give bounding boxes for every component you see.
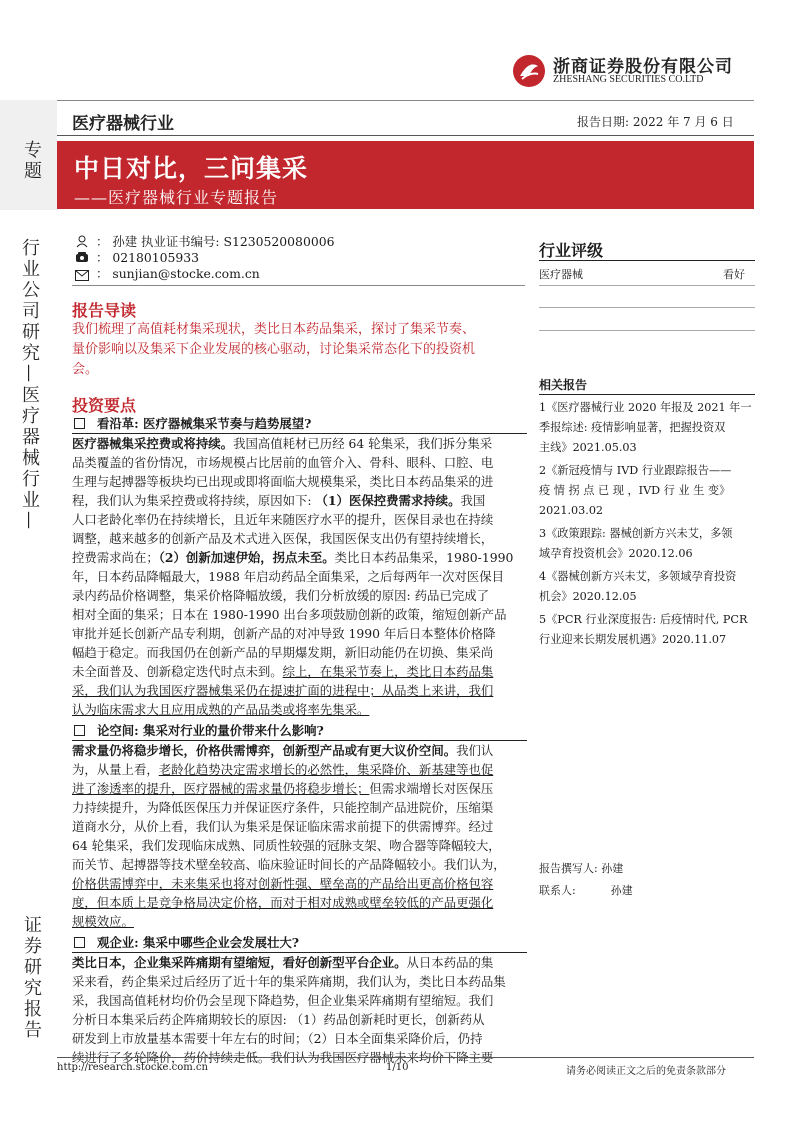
related-report-line: 4《器械创新方兴未艾，多领域孕育投资 [539,570,737,583]
point-line [72,893,527,912]
guide-line: 我们梳理了高值耗材集采现状，类比日本药品集采，探讨了集采节奏、 [72,322,476,337]
point-text: 录内药品价格调整，集采价格降幅放缓，我们分析放缓的原因: 药品已完成了 [72,588,490,603]
point-line [72,567,527,586]
point-line [72,855,527,874]
point-text: 但需求端增长对医保压 [369,781,494,796]
related-report-line: 季报综述: 疫情影响显著，把握投资双 [539,421,726,434]
report-subtitle: ——医疗器械行业专题报告 [74,188,279,207]
point-text: 而关节、起搏器等技术壁垒较高、临床验证时间长的产品降幅较小。我们认为， [72,857,506,872]
related-report-item[interactable] [539,610,755,650]
rating-rule-2 [539,285,755,286]
analyst-name: ： 孙建 执业证书编号: S1230520080006 [96,234,335,249]
related-report-line: 3《政策跟踪: 器械创新方兴未艾，多领 [539,527,733,540]
guide-heading: 报告导读 [72,301,137,320]
title-banner [57,141,754,209]
logo-mark-icon [512,54,546,88]
point-text: 从日本药品的集 [406,955,494,970]
point-text: 64 轮集采，我们发现临床成熟、同质性较强的冠脉支架、吻合器等降幅较大， [72,838,501,853]
point-text: 品类覆盖的省份情况，市场规模占比居前的血管介入、骨科、眼科、口腔、电 [72,455,494,470]
checkbox-icon [74,937,85,948]
point-line [72,605,527,624]
analyst-email: ： sunjian@stocke.com.cn [96,266,260,281]
point-line [72,434,527,453]
point-text: 为，从量上看， [72,762,159,777]
point-line [72,548,527,567]
point-text: 类比日本药品集采，1980-1990 [334,550,514,565]
point-text: 相对全面的集采；日本在 1980-1990 出台多项鼓励创新的政策，缩短创新产品 [72,607,507,622]
sidebar-tag: 专题 [21,140,42,182]
related-heading: 相关报告 [539,378,588,392]
footer-page: 1/10 [386,1062,409,1073]
point-line [72,491,527,510]
point-text: 采，我们认为我国医疗器械集采仍在提速扩面的进程中；从品类上来讲，我们 [72,683,494,698]
rating-value: 看好 [723,268,745,281]
company-logo [512,54,546,92]
guide-body [72,320,527,380]
rating-rule-4 [539,330,755,331]
point-line [72,529,527,548]
guide-line: 会。 [72,362,99,377]
points-body [72,414,527,1067]
point-line [72,741,527,760]
rating-sector: 医疗器械 [539,268,583,281]
report-date: 报告日期: 2022 年 7 月 6 日 [577,115,734,129]
company-name-en: ZHESHANG SECURITIES CO.LTD [553,74,704,85]
point-text: 程，我们认为集采控费或将持续，原因如下: [72,493,316,508]
point-line [72,662,527,681]
point-section-title [72,414,527,434]
point-text: 审批并延长创新产品专利期，创新产品的对冲导致 1990 年后日本整体价格降 [72,626,496,641]
company-name-cn: 浙商证券股份有限公司 [553,57,733,77]
point-section-title-text: 观企业: 集采中哪些企业会发展壮大? [97,935,300,950]
related-report-item[interactable] [539,398,755,458]
point-text: 控费需求尚在； [72,550,159,565]
point-text: 医疗器械集采控费或将持续。 [72,436,234,451]
related-report-line: 2021.03.02 [539,504,604,517]
rating-rule [539,260,755,261]
point-line [72,1010,527,1029]
related-report-line: 疫 情 拐 点 已 现 ，IVD 行 业 生 变》 [539,484,731,497]
point-line [72,586,527,605]
point-text: 老龄化趋势决定需求增长的必然性，集采降价、新基建等也促 [158,762,494,777]
contact-label: 联系人: 孙建 [539,884,633,897]
point-text: 人口老龄化率仍在持续增长，且近年来随医疗水平的提升，医保目录也在持续 [72,512,494,527]
point-line [72,836,527,855]
point-line [72,510,527,529]
point-line [72,700,527,719]
point-text: 我国 [460,493,486,508]
point-text: 力持续提升，为降低医保压力并保证医疗条件，只能控制产品进院价，压缩渠 [72,800,494,815]
point-text: 类比日本，企业集采阵痛期有望缩短，看好创新型平台企业。 [72,955,407,970]
point-line [72,972,527,991]
related-report-item[interactable] [539,524,755,564]
related-report-line: 主线》2021.05.03 [539,441,637,454]
point-line [72,681,527,700]
point-text: （2）创新加速伊始，拐点未至。 [158,550,335,565]
point-text: 道商水分，从价上看，我们认为集采是保证临床需求前提下的供需博弈。经过 [72,819,494,834]
point-line [72,798,527,817]
related-report-item[interactable] [539,567,755,607]
point-line [72,991,527,1010]
related-report-line: 域孕育投资机会》2020.12.06 [539,547,693,560]
point-text: 我国高值耗材已历经 64 轮集采，我们拆分集采 [233,436,493,451]
point-line [72,817,527,836]
point-line [72,760,527,779]
related-report-line: 行业迎来长期发展机遇》2020.11.07 [539,633,727,646]
analyst-phone: ： 02180105933 [96,250,200,265]
header-bottom-rule [57,135,754,136]
footer-disclaimer: 请务必阅读正文之后的免责条款部分 [566,1066,726,1077]
checkbox-icon [74,725,85,736]
sidebar-category: 行业公司研究—医疗器械行业— [19,238,40,532]
point-line [72,624,527,643]
point-line [72,912,527,931]
point-text: 价格供需博弈中，未来集采也将对创新性强、壁垒高的产品给出更高价格包容 [72,876,494,891]
report-title: 中日对比，三问集采 [74,154,309,183]
point-text: 采来看，药企集采过后经历了近十年的集采阵痛期，我们认为，类比日本药品集 [72,974,506,989]
related-list [539,398,755,653]
guide-line: 量价影响以及集采下企业发展的核心驱动，讨论集采常态化下的投资机 [72,342,476,357]
point-section-title [72,721,527,741]
point-text: 幅趋于稳定。而我国仍在创新产品的早期爆发期，新旧动能仍在切换、集采尚 [72,645,494,660]
point-text: 综上，在集采节奏上，类比日本药品集 [282,664,494,679]
point-text: （1）医保控费需求持续。 [315,493,461,508]
point-line [72,472,527,491]
related-report-item[interactable] [539,461,755,521]
point-text: 采，我国高值耗材均价仍会呈现下降趋势，但企业集采阵痛期有望缩短。我们 [72,993,494,1008]
related-report-line: 2《新冠疫情与 IVD 行业跟踪报告—— [539,464,732,477]
point-line [72,779,527,798]
point-section-title-text: 论空间: 集采对行业的量价带来什么影响? [97,723,324,738]
footer-rule [57,1057,754,1058]
point-text: 未全面普及、创新稳定迭代时点未到。 [72,664,283,679]
point-text: 续进行了多轮降价，药价持续走低。我们认为我国医疗器械未来均价下降主要 [72,1050,494,1065]
checkbox-icon [74,418,85,429]
point-text: 度，但本质上是竞争格局决定价格，而对于相对成熟或壁垒较低的产品更强化 [72,895,494,910]
point-line [72,453,527,472]
rating-heading: 行业评级 [539,241,604,260]
point-text: 研发到上市放量基本需要十年左右的时间；（2）日本全面集采降价后，仍持 [72,1031,483,1046]
related-rule [539,394,755,395]
point-line [72,1029,527,1048]
point-text: 分析日本集采后药企阵痛期较长的原因: （1）药品创新耗时更长，创新药从 [72,1012,485,1027]
point-text: 我们认 [456,743,494,758]
point-text: 进了渗透率的提升，医疗器械的需求量仍将稳步增长； [72,781,370,796]
analyst-rule [72,285,525,286]
point-text: 需求量仍将稳步增长，价格供需博弈，创新型产品或有更大议价空间。 [72,743,457,758]
industry-label: 医疗器械行业 [72,114,174,134]
related-report-line: 机会》2020.12.05 [539,590,637,603]
point-section-title-text: 看沿革: 医疗器械集采节奏与趋势展望? [97,416,312,431]
points-heading: 投资要点 [72,396,137,415]
header-top-rule [57,100,754,101]
related-report-line: 5《PCR 行业深度报告: 后疫情时代, PCR [539,613,748,626]
point-text: 生理与起搏器等板块均已出现或即将面临大规模集采，类比日本药品集采的进 [72,474,494,489]
point-text: 规模效应。 [72,914,134,929]
point-text: 年，日本药品降幅最大，1988 年启动药品全面集采，之后每两年一次对医保目 [72,569,504,584]
point-text: 调整，越来越多的创新产品及术式进入医保，我国医保支出仍有望持续增长， [72,531,494,546]
email-icon [75,266,89,285]
point-text: 认为临床需求大且应用成熟的产品品类或将率先集采。 [72,702,370,717]
author-label: 报告撰写人: 孙建 [539,862,624,875]
related-report-line: 1《医疗器械行业 2020 年报及 2021 年一 [539,401,752,414]
point-section-title [72,933,527,953]
footer-url[interactable]: http://research.stocke.com.cn [57,1062,208,1073]
sidebar-footer: 证券研究报告 [21,915,42,1041]
rating-rule-3 [539,307,755,308]
point-line [72,874,527,893]
point-line [72,953,527,972]
point-line [72,643,527,662]
